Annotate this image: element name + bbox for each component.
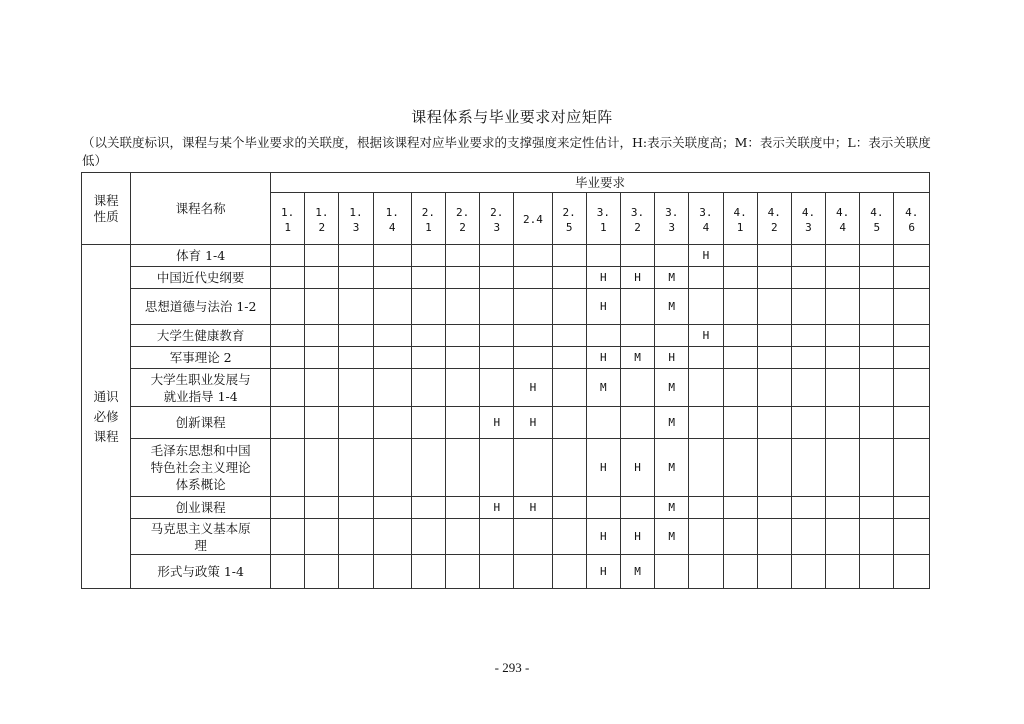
relevance-cell xyxy=(757,555,791,589)
relevance-cell xyxy=(791,267,825,289)
relevance-cell xyxy=(586,407,620,439)
relevance-cell xyxy=(860,519,894,555)
relevance-cell xyxy=(305,289,339,325)
relevance-cell xyxy=(373,407,411,439)
relevance-cell xyxy=(373,267,411,289)
relevance-cell xyxy=(723,555,757,589)
relevance-cell xyxy=(305,439,339,497)
relevance-cell xyxy=(305,407,339,439)
requirement-code: 4. 1 xyxy=(723,193,757,245)
relevance-cell xyxy=(305,369,339,407)
course-name: 大学生健康教育 xyxy=(131,325,271,347)
relevance-cell xyxy=(860,325,894,347)
relevance-cell xyxy=(373,439,411,497)
relevance-cell xyxy=(446,245,480,267)
relevance-cell xyxy=(826,245,860,267)
relevance-cell xyxy=(757,497,791,519)
relevance-cell xyxy=(480,555,514,589)
relevance-cell xyxy=(339,519,373,555)
relevance-cell xyxy=(480,519,514,555)
relevance-cell xyxy=(339,267,373,289)
relevance-cell: H xyxy=(586,555,620,589)
relevance-cell xyxy=(860,555,894,589)
relevance-cell xyxy=(373,289,411,325)
relevance-cell xyxy=(894,497,930,519)
relevance-cell: M xyxy=(655,407,689,439)
relevance-cell xyxy=(689,369,723,407)
relevance-cell xyxy=(620,369,654,407)
requirement-code: 3. 2 xyxy=(620,193,654,245)
relevance-cell xyxy=(373,497,411,519)
table-row xyxy=(82,439,930,497)
requirement-code: 2. 2 xyxy=(446,193,480,245)
relevance-cell: H xyxy=(514,407,552,439)
relevance-cell xyxy=(552,439,586,497)
relevance-cell xyxy=(305,267,339,289)
relevance-cell xyxy=(446,555,480,589)
relevance-cell xyxy=(860,347,894,369)
relevance-cell: H xyxy=(689,325,723,347)
relevance-cell xyxy=(723,347,757,369)
requirement-code: 1. 4 xyxy=(373,193,411,245)
relevance-cell xyxy=(271,519,305,555)
relevance-cell xyxy=(339,369,373,407)
relevance-cell xyxy=(894,245,930,267)
table-row xyxy=(82,347,930,369)
relevance-cell xyxy=(723,497,757,519)
relevance-cell xyxy=(620,407,654,439)
relevance-cell xyxy=(655,245,689,267)
relevance-cell: H xyxy=(480,497,514,519)
relevance-cell: M xyxy=(655,267,689,289)
relevance-cell xyxy=(552,519,586,555)
table-row xyxy=(82,245,930,267)
relevance-cell: M xyxy=(655,289,689,325)
relevance-cell xyxy=(480,325,514,347)
relevance-cell: M xyxy=(655,369,689,407)
relevance-cell xyxy=(894,439,930,497)
table-row xyxy=(82,325,930,347)
relevance-cell xyxy=(826,407,860,439)
page-title: 课程体系与毕业要求对应矩阵 xyxy=(411,108,613,126)
relevance-cell xyxy=(411,555,445,589)
relevance-cell xyxy=(373,369,411,407)
relevance-cell xyxy=(757,439,791,497)
page-number: - 293 - xyxy=(494,660,530,675)
relevance-cell xyxy=(373,325,411,347)
relevance-cell xyxy=(757,325,791,347)
relevance-cell xyxy=(271,267,305,289)
requirement-code: 4. 6 xyxy=(894,193,930,245)
relevance-cell: H xyxy=(514,497,552,519)
course-name: 中国近代史纲要 xyxy=(131,267,271,289)
relevance-cell: H xyxy=(620,439,654,497)
relevance-cell xyxy=(514,325,552,347)
relevance-cell xyxy=(894,267,930,289)
course-name: 形式与政策 1-4 xyxy=(131,555,271,589)
table-row xyxy=(82,407,930,439)
relevance-cell xyxy=(620,245,654,267)
relevance-cell xyxy=(689,497,723,519)
relevance-cell: H xyxy=(586,289,620,325)
relevance-cell xyxy=(826,555,860,589)
relevance-cell xyxy=(271,325,305,347)
relevance-cell xyxy=(514,267,552,289)
relevance-cell xyxy=(373,555,411,589)
relevance-cell xyxy=(446,267,480,289)
requirement-code: 3. 1 xyxy=(586,193,620,245)
relevance-cell xyxy=(411,407,445,439)
requirements-matrix xyxy=(81,172,930,589)
relevance-cell xyxy=(552,267,586,289)
relevance-cell xyxy=(894,407,930,439)
course-name: 创业课程 xyxy=(131,497,271,519)
relevance-cell xyxy=(271,407,305,439)
relevance-cell xyxy=(723,439,757,497)
relevance-cell xyxy=(339,497,373,519)
relevance-cell xyxy=(894,347,930,369)
requirement-code: 1. 2 xyxy=(305,193,339,245)
relevance-cell xyxy=(826,519,860,555)
relevance-cell xyxy=(894,369,930,407)
table-row xyxy=(82,497,930,519)
relevance-cell xyxy=(620,325,654,347)
relevance-cell xyxy=(305,325,339,347)
relevance-cell: M xyxy=(620,555,654,589)
requirement-code: 4. 3 xyxy=(791,193,825,245)
relevance-cell xyxy=(480,439,514,497)
relevance-cell: H xyxy=(586,267,620,289)
relevance-cell xyxy=(757,369,791,407)
relevance-cell xyxy=(339,245,373,267)
relevance-cell xyxy=(339,289,373,325)
relevance-cell xyxy=(723,245,757,267)
relevance-cell xyxy=(271,497,305,519)
relevance-cell xyxy=(552,555,586,589)
relevance-cell: H xyxy=(586,347,620,369)
relevance-cell xyxy=(373,347,411,369)
relevance-cell xyxy=(757,267,791,289)
relevance-cell xyxy=(552,289,586,325)
relevance-cell xyxy=(791,497,825,519)
relevance-cell xyxy=(689,289,723,325)
relevance-cell xyxy=(271,555,305,589)
relevance-cell xyxy=(305,497,339,519)
relevance-cell: M xyxy=(655,497,689,519)
relevance-cell: H xyxy=(689,245,723,267)
relevance-cell xyxy=(411,497,445,519)
relevance-cell: H xyxy=(586,519,620,555)
relevance-cell xyxy=(339,407,373,439)
relevance-cell xyxy=(446,325,480,347)
table-row xyxy=(82,369,930,407)
relevance-cell xyxy=(514,245,552,267)
requirement-code: 4. 2 xyxy=(757,193,791,245)
relevance-cell xyxy=(305,555,339,589)
relevance-cell xyxy=(339,347,373,369)
relevance-cell xyxy=(860,267,894,289)
relevance-cell xyxy=(586,325,620,347)
relevance-cell xyxy=(894,325,930,347)
relevance-cell xyxy=(689,439,723,497)
relevance-cell xyxy=(480,245,514,267)
requirement-code: 4. 5 xyxy=(860,193,894,245)
relevance-cell xyxy=(446,347,480,369)
relevance-cell xyxy=(411,289,445,325)
course-name: 毛泽东思想和中国 特色社会主义理论 体系概论 xyxy=(131,439,271,497)
relevance-cell xyxy=(446,289,480,325)
relevance-cell xyxy=(552,325,586,347)
relevance-cell xyxy=(480,369,514,407)
requirement-code: 2. 3 xyxy=(480,193,514,245)
relevance-cell xyxy=(552,369,586,407)
requirement-code: 3. 3 xyxy=(655,193,689,245)
relevance-cell xyxy=(620,289,654,325)
relevance-cell xyxy=(271,347,305,369)
relevance-cell xyxy=(757,519,791,555)
relevance-cell xyxy=(826,267,860,289)
table-row xyxy=(82,519,930,555)
relevance-cell xyxy=(826,347,860,369)
relevance-cell xyxy=(826,369,860,407)
relevance-cell xyxy=(757,407,791,439)
table-row xyxy=(82,555,930,589)
relevance-cell xyxy=(514,519,552,555)
relevance-cell xyxy=(791,439,825,497)
requirement-code: 2. 5 xyxy=(552,193,586,245)
relevance-cell xyxy=(411,267,445,289)
relevance-cell xyxy=(689,519,723,555)
relevance-cell xyxy=(723,289,757,325)
relevance-cell xyxy=(894,555,930,589)
relevance-cell: H xyxy=(514,369,552,407)
relevance-cell xyxy=(339,439,373,497)
relevance-cell: H xyxy=(620,519,654,555)
course-name: 军事理论 2 xyxy=(131,347,271,369)
table-row xyxy=(82,267,930,289)
relevance-cell xyxy=(411,439,445,497)
matrix-body xyxy=(82,245,930,589)
relevance-cell xyxy=(271,439,305,497)
relevance-cell xyxy=(723,407,757,439)
relevance-cell xyxy=(791,369,825,407)
relevance-cell: H xyxy=(620,267,654,289)
header-graduation-requirements: 毕业要求 xyxy=(271,173,930,193)
relevance-cell xyxy=(411,325,445,347)
course-name: 思想道德与法治 1-2 xyxy=(131,289,271,325)
table-row xyxy=(82,289,930,325)
relevance-cell xyxy=(552,407,586,439)
relevance-cell: M xyxy=(655,439,689,497)
course-name: 体育 1-4 xyxy=(131,245,271,267)
relevance-cell xyxy=(894,289,930,325)
relevance-cell xyxy=(894,519,930,555)
requirement-code: 3. 4 xyxy=(689,193,723,245)
relevance-cell: M xyxy=(655,519,689,555)
relevance-cell xyxy=(271,289,305,325)
relevance-cell xyxy=(791,325,825,347)
relevance-cell xyxy=(860,497,894,519)
relevance-cell xyxy=(860,407,894,439)
relevance-cell xyxy=(689,407,723,439)
relevance-cell xyxy=(620,497,654,519)
relevance-cell xyxy=(826,497,860,519)
relevance-cell xyxy=(271,369,305,407)
relevance-cell xyxy=(791,555,825,589)
relevance-cell xyxy=(339,325,373,347)
relevance-cell xyxy=(446,369,480,407)
relevance-cell xyxy=(514,439,552,497)
relevance-cell xyxy=(339,555,373,589)
relevance-cell xyxy=(757,245,791,267)
course-name: 创新课程 xyxy=(131,407,271,439)
relevance-cell xyxy=(757,347,791,369)
header-course-name: 课程名称 xyxy=(131,173,271,245)
relevance-cell xyxy=(723,325,757,347)
relevance-cell xyxy=(446,407,480,439)
relevance-cell xyxy=(446,519,480,555)
relevance-cell xyxy=(514,289,552,325)
course-category: 通识 必修 课程 xyxy=(82,245,131,589)
relevance-cell xyxy=(411,347,445,369)
requirement-code: 4. 4 xyxy=(826,193,860,245)
relevance-cell: H xyxy=(655,347,689,369)
relevance-cell xyxy=(723,519,757,555)
relevance-cell xyxy=(860,289,894,325)
header-course-nature: 课程 性质 xyxy=(82,173,131,245)
requirement-code: 1. 3 xyxy=(339,193,373,245)
relevance-cell xyxy=(757,289,791,325)
relevance-cell xyxy=(514,347,552,369)
relevance-cell xyxy=(723,369,757,407)
requirement-code: 1. 1 xyxy=(271,193,305,245)
relevance-cell xyxy=(305,519,339,555)
relevance-cell xyxy=(689,267,723,289)
relevance-cell xyxy=(791,407,825,439)
relevance-cell xyxy=(655,325,689,347)
relevance-cell xyxy=(826,289,860,325)
relevance-cell xyxy=(552,245,586,267)
relevance-cell xyxy=(514,555,552,589)
relevance-cell xyxy=(860,369,894,407)
relevance-cell xyxy=(271,245,305,267)
relevance-cell xyxy=(826,439,860,497)
relevance-cell xyxy=(446,497,480,519)
relevance-cell xyxy=(480,347,514,369)
relevance-cell xyxy=(791,245,825,267)
relevance-cell xyxy=(411,519,445,555)
relevance-cell: H xyxy=(586,439,620,497)
relevance-cell xyxy=(480,289,514,325)
relevance-cell xyxy=(373,519,411,555)
relevance-cell xyxy=(480,267,514,289)
relevance-cell xyxy=(689,347,723,369)
relevance-cell xyxy=(791,289,825,325)
relevance-cell xyxy=(305,347,339,369)
requirement-code: 2. 1 xyxy=(411,193,445,245)
relevance-cell xyxy=(305,245,339,267)
relevance-cell xyxy=(411,245,445,267)
relevance-cell xyxy=(552,347,586,369)
relevance-cell xyxy=(860,439,894,497)
relevance-cell xyxy=(446,439,480,497)
relevance-cell xyxy=(655,555,689,589)
legend-note: （以关联度标识，课程与某个毕业要求的关联度，根据该课程对应毕业要求的支撑强度来定性估计，H:表示关联度高；M：表示关联度中；L：表示关联度低） xyxy=(82,135,931,168)
course-name: 马克思主义基本原 理 xyxy=(131,519,271,555)
relevance-cell xyxy=(723,267,757,289)
relevance-cell xyxy=(689,555,723,589)
relevance-cell xyxy=(586,497,620,519)
relevance-cell: H xyxy=(480,407,514,439)
relevance-cell xyxy=(826,325,860,347)
requirement-code: 2.4 xyxy=(514,193,552,245)
relevance-cell xyxy=(860,245,894,267)
relevance-cell xyxy=(373,245,411,267)
relevance-cell xyxy=(586,245,620,267)
relevance-cell xyxy=(791,347,825,369)
relevance-cell: M xyxy=(586,369,620,407)
relevance-cell xyxy=(791,519,825,555)
relevance-cell xyxy=(552,497,586,519)
course-name: 大学生职业发展与 就业指导 1-4 xyxy=(131,369,271,407)
relevance-cell: M xyxy=(620,347,654,369)
relevance-cell xyxy=(411,369,445,407)
